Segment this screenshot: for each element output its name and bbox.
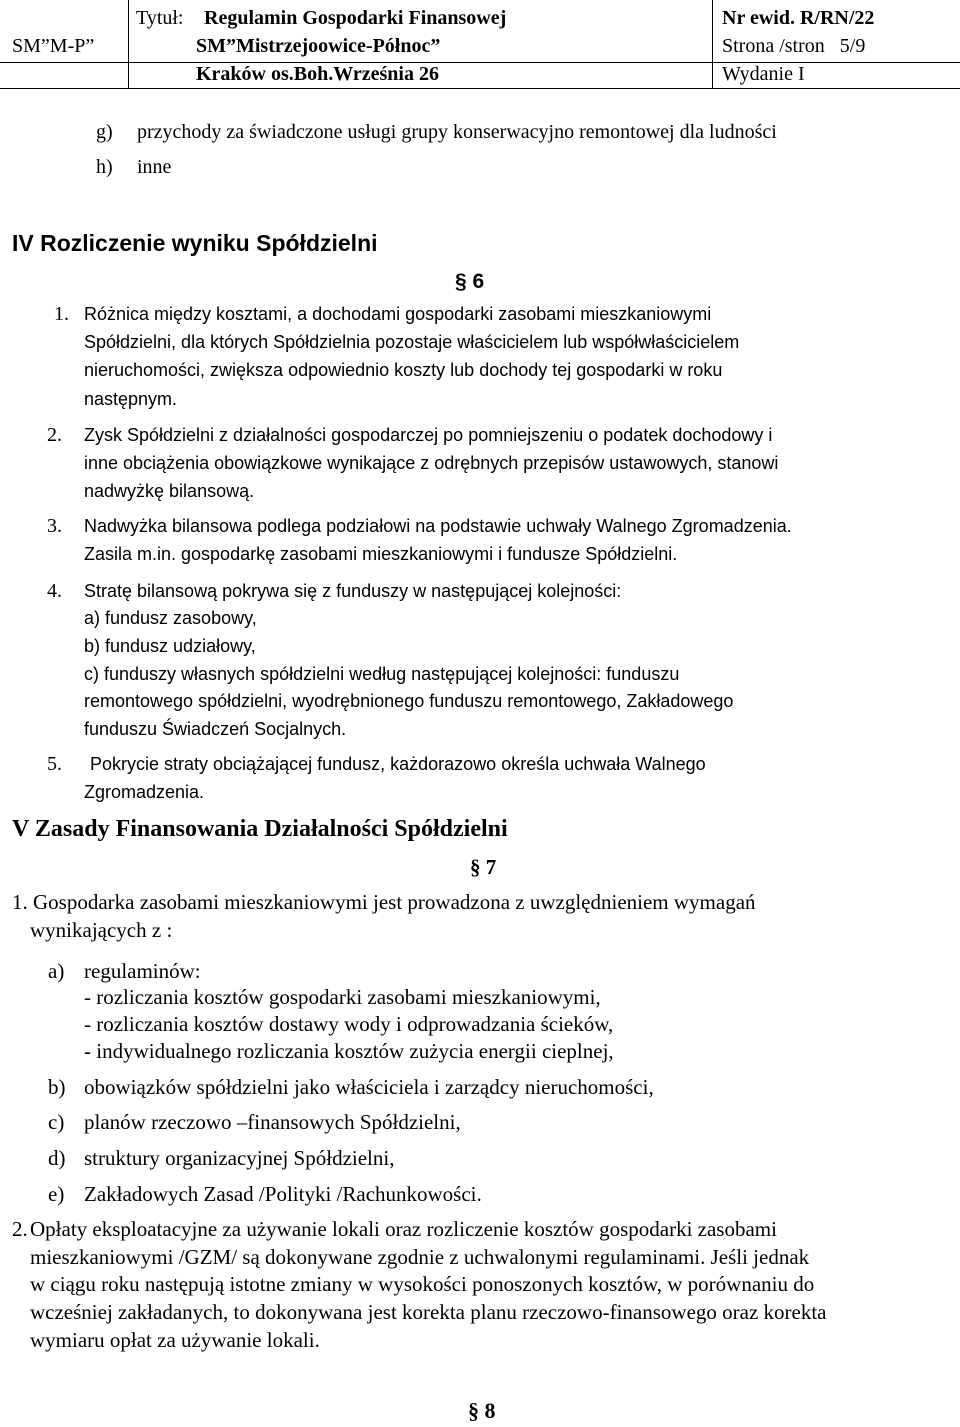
sub-list-text: regulaminów: (84, 959, 201, 983)
sub-list-text: Zakładowych Zasad /Polityki /Rachunkowości. (84, 1182, 482, 1206)
paragraph-mark: § 7 (470, 855, 497, 879)
item-line: wcześniej zakładanych, to dokonywana jest korekta planu rzeczowo-finansowego oraz korekta (30, 1300, 827, 1324)
sub-list-text: obowiązków spółdzielni jako właściciela i zarządcy nieruchomości, (84, 1075, 654, 1099)
doc-title-prefix: Tytuł: (136, 7, 184, 29)
header-divider (128, 62, 129, 88)
item-line: remontowego spółdzielni, wyodrębnionego funduszu remontowego, Zakładowego (84, 691, 734, 711)
item-line: 1. Gospodarka zasobami mieszkaniowymi jest prowadzona z uwzględnieniem wymagań (12, 890, 756, 914)
paragraph-mark: § 6 (455, 270, 485, 293)
item-line: wymiaru opłat za używanie lokali. (30, 1328, 320, 1352)
document-header (0, 0, 960, 63)
item-line: w ciągu roku następują istotne zmiany w wysokości ponoszonych kosztów, w porównaniu do (30, 1272, 815, 1296)
sub-list-marker: e) (48, 1182, 65, 1206)
sub-list-item: - indywidualnego rozliczania kosztów zużycia energii cieplnej, (84, 1039, 614, 1063)
item-line: Różnica między kosztami, a dochodami gospodarki zasobami mieszkaniowymi (84, 304, 712, 324)
doc-address: Kraków os.Boh.Września 26 (196, 63, 439, 85)
list-item-text: przychody za świadczone usługi grupy konserwacyjno remontowej dla ludności (137, 121, 777, 143)
item-line: a) fundusz zasobowy, (84, 608, 257, 628)
list-item: h) (96, 156, 113, 178)
item-number: 2. (12, 1217, 28, 1241)
record-number: Nr ewid. R/RN/22 (722, 7, 875, 29)
doc-title: Regulamin Gospodarki Finansowej (204, 7, 507, 29)
item-line: Zasila m.in. gospodarkę zasobami mieszkaniowymi i fundusze Spółdzielni. (84, 544, 678, 564)
item-line: wynikających z : (30, 918, 173, 942)
item-number: 2. (47, 424, 62, 446)
item-number: 5. (47, 753, 62, 775)
edition: Wydanie I (722, 63, 805, 85)
item-line: funduszu Świadczeń Socjalnych. (84, 719, 347, 739)
section-heading: IV Rozliczenie wyniku Spółdzielni (12, 230, 378, 256)
item-line: Zgromadzenia. (84, 782, 205, 802)
header-divider (128, 0, 129, 62)
sub-list-marker: b) (48, 1075, 66, 1099)
item-line: Stratę bilansową pokrywa się z funduszy w następującej kolejności: (84, 581, 622, 601)
item-number: 3. (47, 515, 62, 537)
item-line: nieruchomości, zwiększa odpowiednio koszty lub dochody tej gospodarki w roku (84, 360, 723, 380)
page-indicator: Strona /stron 5/9 (722, 35, 866, 57)
item-line: następnym. (84, 389, 178, 409)
sub-list-item: - rozliczania kosztów gospodarki zasobami mieszkaniowymi, (84, 985, 601, 1009)
paragraph-mark: § 8 (468, 1398, 496, 1423)
item-line: Opłaty eksploatacyjne za używanie lokali oraz rozliczenie kosztów gospodarki zasobami (30, 1217, 777, 1241)
org-short-name: SM”M-P” (12, 35, 95, 57)
sub-list-text: struktury organizacyjnej Spółdzielni, (84, 1146, 395, 1170)
item-number: 1. (54, 303, 69, 325)
header-divider (712, 0, 713, 62)
section-heading: V Zasady Finansowania Działalności Spółdzielni (12, 816, 508, 842)
list-item: g) (96, 121, 113, 143)
item-line: b) fundusz udziałowy, (84, 636, 256, 656)
sub-list-item: - rozliczania kosztów dostawy wody i odprowadzania ścieków, (84, 1012, 614, 1036)
item-number: 4. (47, 580, 62, 602)
sub-list-marker: c) (48, 1110, 65, 1134)
item-line: Pokrycie straty obciążającej fundusz, każdorazowo określa uchwała Walnego (90, 754, 706, 774)
item-line: inne obciążenia obowiązkowe wynikające z odrębnych przepisów ustawowych, stanowi (84, 453, 779, 473)
item-line: c) funduszy własnych spółdzielni według następującej kolejności: funduszu (84, 664, 680, 684)
header-divider (712, 62, 713, 88)
item-line: Zysk Spółdzielni z działalności gospodarczej po pomniejszeniu o podatek dochodowy i (84, 425, 773, 445)
sub-list-marker: a) (48, 959, 65, 983)
doc-title-line2: SM”Mistrzejoowice-Północ” (196, 35, 441, 57)
sub-list-marker: d) (48, 1146, 66, 1170)
item-line: Nadwyżka bilansowa podlega podziałowi na podstawie uchwały Walnego Zgromadzenia. (84, 516, 792, 536)
header-bottom-border (0, 88, 960, 89)
item-line: Spółdzielni, dla których Spółdzielnia pozostaje właścicielem lub współwłaścicielem (84, 332, 740, 352)
sub-list-text: planów rzeczowo –finansowych Spółdzielni, (84, 1110, 461, 1134)
item-line: mieszkaniowymi /GZM/ są dokonywane zgodnie z uchwalonymi regulaminami. Jeśli jednak (30, 1245, 810, 1269)
item-line: nadwyżkę bilansową. (84, 481, 255, 501)
list-item-text: inne (137, 156, 172, 178)
